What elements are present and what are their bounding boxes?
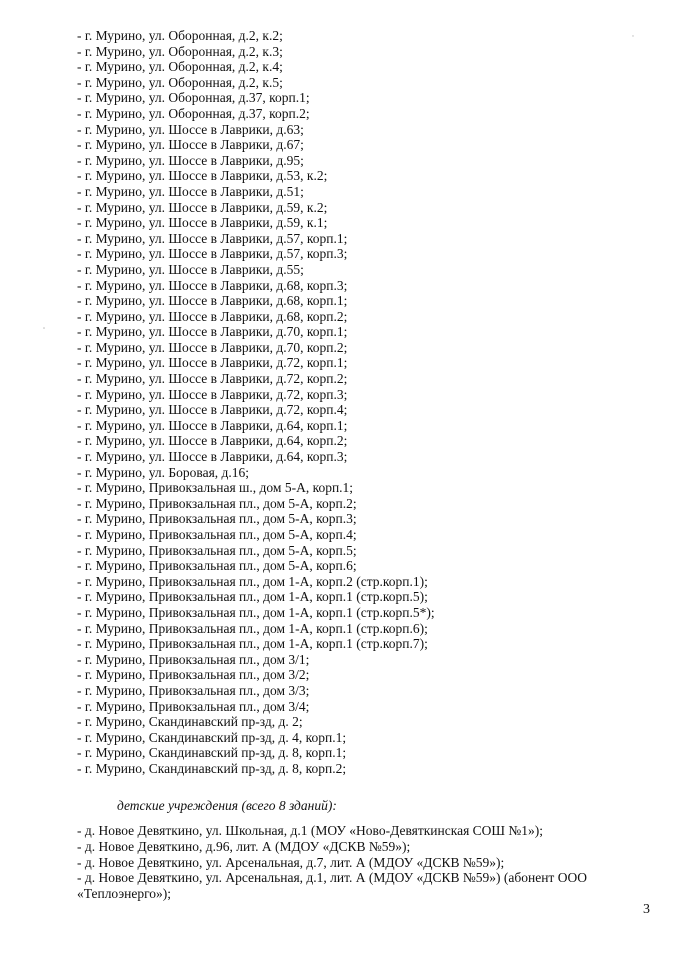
- address-line: - г. Мурино, Привокзальная пл., дом 5-А, корп.5;: [77, 542, 357, 558]
- address-line: - г. Мурино, ул. Шоссе в Лаврики, д.67;: [77, 137, 304, 153]
- address-line: - г. Мурино, Привокзальная пл., дом 1-А, корп.2 (стр.корп.1);: [77, 573, 428, 589]
- address-line: - г. Мурино, Привокзальная пл., дом 1-А, корп.1 (стр.корп.5);: [77, 589, 428, 605]
- scan-speck: [43, 327, 45, 329]
- address-line: - г. Мурино, Привокзальная пл., дом 5-А, корп.2;: [77, 495, 357, 511]
- address-line: - г. Мурино, ул. Шоссе в Лаврики, д.95;: [77, 152, 304, 168]
- address-line: - г. Мурино, ул. Боровая, д.16;: [77, 464, 250, 480]
- address-line: - г. Мурино, Привокзальная пл., дом 5-А, корп.3;: [77, 511, 357, 527]
- address-line: - г. Мурино, ул. Шоссе в Лаврики, д.72, корп.3;: [77, 386, 348, 402]
- address-line: - г. Мурино, Привокзальная пл., дом 3/2;: [77, 667, 310, 683]
- address-line: - г. Мурино, ул. Шоссе в Лаврики, д.68, корп.2;: [77, 308, 348, 324]
- section-heading: детские учреждения (всего 8 зданий):: [117, 798, 337, 813]
- address-line: - г. Мурино, ул. Шоссе в Лаврики, д.59, к.2;: [77, 199, 328, 215]
- address-line: - г. Мурино, ул. Шоссе в Лаврики, д.70, корп.1;: [77, 324, 348, 340]
- address-line: - г. Мурино, Привокзальная ш., дом 5-А, корп.1;: [77, 480, 354, 496]
- address-line: - г. Мурино, ул. Шоссе в Лаврики, д.70, корп.2;: [77, 339, 348, 355]
- address-line: - г. Мурино, ул. Шоссе в Лаврики, д.64, корп.2;: [77, 433, 348, 449]
- address-line: - г. Мурино, Привокзальная пл., дом 5-А, корп.6;: [77, 558, 357, 574]
- address-line: - г. Мурино, ул. Шоссе в Лаврики, д.57, корп.3;: [77, 246, 348, 262]
- address-line: - г. Мурино, ул. Оборонная, д.2, к.3;: [77, 43, 283, 59]
- address-line: - г. Мурино, ул. Шоссе в Лаврики, д.72, корп.2;: [77, 371, 348, 387]
- address-line: - г. Мурино, Скандинавский пр-зд, д. 8, корп.1;: [77, 745, 347, 761]
- address-line: - г. Мурино, Привокзальная пл., дом 5-А, корп.4;: [77, 527, 357, 542]
- address-line: - г. Мурино, ул. Шоссе в Лаврики, д.72, корп.4;: [77, 402, 348, 418]
- address-line: - г. Мурино, ул. Оборонная, д.37, корп.1;: [77, 90, 310, 106]
- address-line: - г. Мурино, ул. Шоссе в Лаврики, д.72, корп.1;: [77, 355, 348, 371]
- childcare-line: - д. Новое Девяткино, ул. Арсенальная, д.1, лит. А (МДОУ «ДСКВ №59») (абонент ООО «Теплоэнерго»);: [77, 870, 587, 902]
- address-line: - г. Мурино, ул. Шоссе в Лаврики, д.68, корп.3;: [77, 277, 348, 293]
- address-line: - г. Мурино, Скандинавский пр-зд, д. 4, корп.1;: [77, 729, 347, 745]
- address-line: - г. Мурино, Привокзальная пл., дом 1-А, корп.1 (стр.корп.6);: [77, 620, 428, 636]
- address-line: - г. Мурино, ул. Шоссе в Лаврики, д.64, корп.1;: [77, 417, 348, 433]
- address-line: - г. Мурино, ул. Оборонная, д.2, к.2;: [77, 28, 283, 43]
- address-line: - г. Мурино, ул. Шоссе в Лаврики, д.51;: [77, 183, 304, 199]
- address-line: - г. Мурино, ул. Оборонная, д.2, к.5;: [77, 74, 283, 90]
- address-line: - г. Мурино, ул. Шоссе в Лаврики, д.59, к.1;: [77, 215, 328, 231]
- address-line: - г. Мурино, ул. Шоссе в Лаврики, д.68, корп.1;: [77, 293, 348, 309]
- address-line: - г. Мурино, Скандинавский пр-зд, д. 8, корп.2;: [77, 760, 347, 776]
- address-line: - г. Мурино, Скандинавский пр-зд, д. 2;: [77, 714, 303, 730]
- address-line: - г. Мурино, ул. Оборонная, д.37, корп.2;: [77, 105, 310, 121]
- childcare-line: - д. Новое Девяткино, ул. Школьная, д.1 (МОУ «Ново-Девяткинская СОШ №1»);: [77, 823, 544, 838]
- address-line: - г. Мурино, ул. Шоссе в Лаврики, д.57, корп.1;: [77, 230, 348, 246]
- address-line: - г. Мурино, Привокзальная пл., дом 1-А, корп.1 (стр.корп.7);: [77, 636, 428, 652]
- address-line: - г. Мурино, Привокзальная пл., дом 3/4;: [77, 698, 310, 714]
- childcare-list: [77, 823, 637, 902]
- address-line: - г. Мурино, ул. Шоссе в Лаврики, д.53, к.2;: [77, 168, 328, 184]
- address-line: - г. Мурино, ул. Шоссе в Лаврики, д.55;: [77, 261, 304, 277]
- address-line: - г. Мурино, ул. Шоссе в Лаврики, д.63;: [77, 121, 304, 137]
- address-line: - г. Мурино, Привокзальная пл., дом 3/1;: [77, 651, 310, 667]
- childcare-line: - д. Новое Девяткино, ул. Арсенальная, д.7, лит. А (МДОУ «ДСКВ №59»);: [77, 854, 505, 870]
- address-list: [77, 28, 637, 777]
- address-line: - г. Мурино, Привокзальная пл., дом 1-А, корп.1 (стр.корп.5*);: [77, 604, 435, 620]
- address-line: - г. Мурино, Привокзальная пл., дом 3/3;: [77, 682, 310, 698]
- address-line: - г. Мурино, ул. Шоссе в Лаврики, д.64, корп.3;: [77, 449, 348, 465]
- address-line: - г. Мурино, ул. Оборонная, д.2, к.4;: [77, 59, 283, 75]
- childcare-line: - д. Новое Девяткино, д.96, лит. А (МДОУ «ДСКВ №59»);: [77, 838, 411, 854]
- page-number: 3: [643, 902, 650, 917]
